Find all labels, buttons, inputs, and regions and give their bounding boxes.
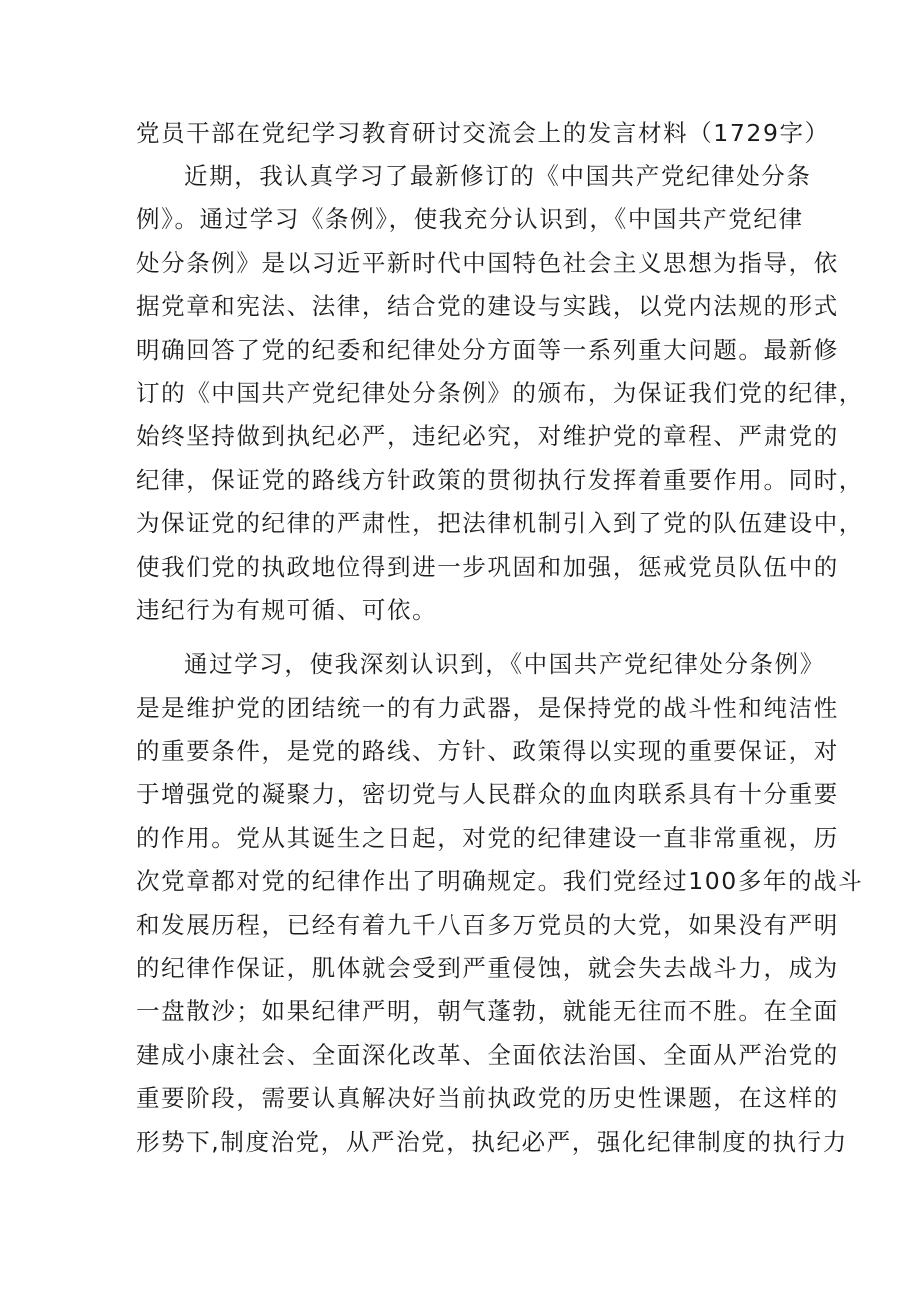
document-title: 党员干部在党纪学习教育研讨交流会上的发言材料（1729字） xyxy=(136,119,830,147)
paragraph-line: 重要阶段，需要认真解决好当前执政党的历史性课题，在这样的 xyxy=(136,1084,839,1113)
paragraph-line: 使我们党的执政地位得到进一步巩固和加强，惩戒党员队伍中的 xyxy=(136,552,839,581)
paragraph-line: 一盘散沙；如果纪律严明，朝气蓬勃，就能无往而不胜。在全面 xyxy=(136,997,839,1026)
paragraph-line: 处分条例》是以习近平新时代中国特色社会主义思想为指导，依 xyxy=(136,248,839,277)
paragraph-line: 和发展历程，已经有着九千八百多万党员的大党，如果没有严明 xyxy=(136,910,839,939)
paragraph-1 xyxy=(136,155,864,632)
paragraph-line: 订的《中国共产党纪律处分条例》的颁布，为保证我们党的纪律， xyxy=(136,378,864,407)
paragraph-line: 为保证党的纪律的严肃性，把法律机制引入到了党的队伍建设中， xyxy=(136,509,864,538)
paragraph-line: 是是维护党的团结统一的有力武器，是保持党的战斗性和纯洁性 xyxy=(136,693,839,722)
paragraph-line: 的重要条件，是党的路线、方针、政策得以实现的重要保证，对 xyxy=(136,737,839,766)
paragraph-line: 近期，我认真学习了最新修订的《中国共产党纪律处分条 xyxy=(184,162,812,190)
paragraph-line: 通过学习，使我深刻认识到，《中国共产党纪律处分条例》 xyxy=(184,650,825,679)
paragraph-2 xyxy=(136,643,864,1164)
paragraph-line: 的作用。党从其诞生之日起，对党的纪律建设一直非常重视，历 xyxy=(136,823,839,852)
paragraph-line: 违纪行为有规可循、可依。 xyxy=(136,595,438,624)
paragraph-line: 于增强党的凝聚力，密切党与人民群众的血肉联系具有十分重要 xyxy=(136,780,839,809)
paragraph-line: 形势下,制度治党，从严治党，执纪必严，强化纪律制度的执行力 xyxy=(136,1127,848,1156)
paragraph-line: 例》。通过学习《条例》，使我充分认识到，《中国共产党纪律 xyxy=(136,205,804,234)
document-body xyxy=(136,112,864,1164)
paragraph-line: 建成小康社会、全面深化改革、全面依法治国、全面从严治党的 xyxy=(136,1040,839,1069)
paragraph-line: 据党章和宪法、法律，结合党的建设与实践，以党内法规的形式 xyxy=(136,292,839,321)
paragraph-line: 纪律，保证党的路线方针政策的贯彻执行发挥着重要作用。同时， xyxy=(136,465,864,494)
paragraph-line: 始终坚持做到执纪必严，违纪必究，对维护党的章程、严肃党的 xyxy=(136,422,839,451)
paragraph-line: 明确回答了党的纪委和纪律处分方面等一系列重大问题。最新修 xyxy=(136,335,839,364)
paragraph-line: 的纪律作保证，肌体就会受到严重侵蚀，就会失去战斗力，成为 xyxy=(136,954,839,983)
paragraph-spacing xyxy=(136,632,798,643)
paragraph-line: 次党章都对党的纪律作出了明确规定。我们党经过100多年的战斗 xyxy=(136,867,864,896)
